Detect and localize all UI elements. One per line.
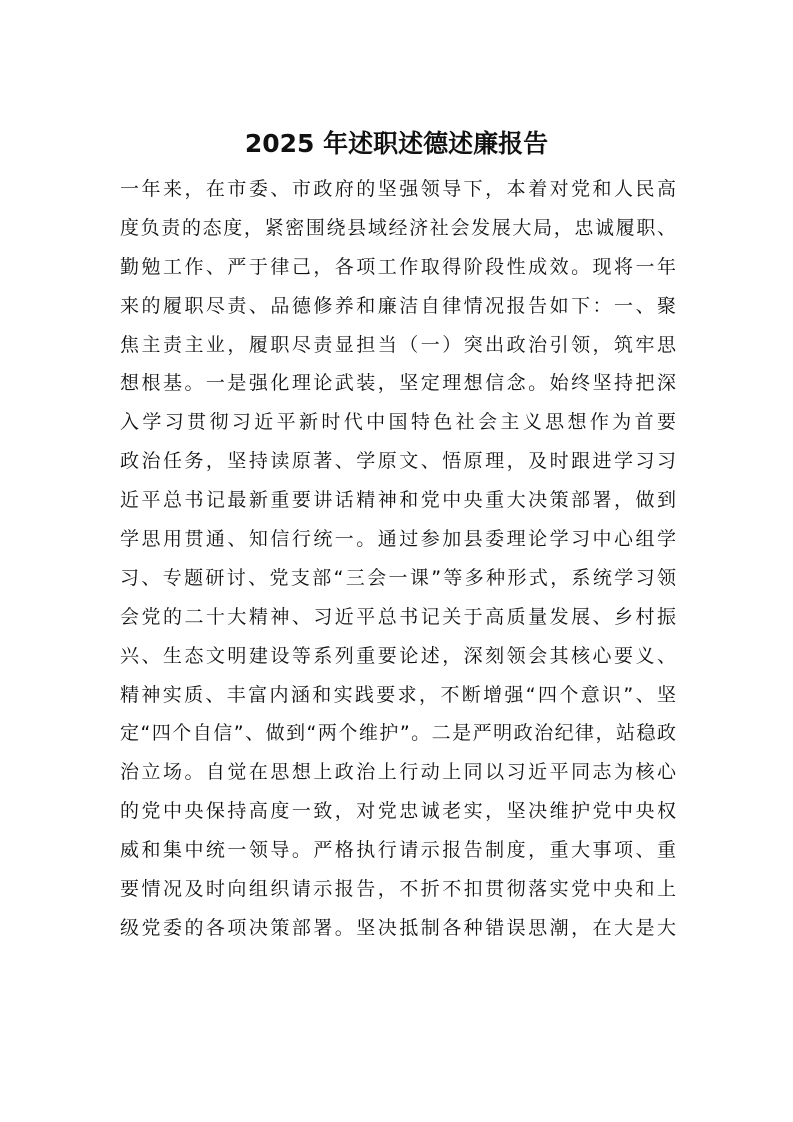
body-line: 度负责的态度，紧密围绕县域经济社会发展大局，忠诚履职、	[120, 216, 676, 239]
body-line: 来的履职尽责、品德修养和廉洁自律情况报告如下：一、聚	[120, 294, 676, 317]
body-line: 威和集中统一领导。严格执行请示报告制度，重大事项、重	[120, 839, 676, 862]
body-line: 学思用贯通、知信行统一。通过参加县委理论学习中心组学	[120, 528, 676, 551]
body-line: 级党委的各项决策部署。坚决抵制各种错误思潮，在大是大	[120, 916, 676, 939]
body-line: 一年来，在市委、市政府的坚强领导下，本着对党和人民高	[120, 178, 676, 200]
body-line: 勤勉工作、严于律己，各项工作取得阶段性成效。现将一年	[120, 255, 676, 278]
body-line: 焦主责主业，履职尽责显担当（一）突出政治引领，筑牢思	[120, 333, 676, 356]
body-line: 想根基。一是强化理论武装，坚定理想信念。始终坚持把深	[120, 372, 676, 395]
body-line: 要情况及时向组织请示报告，不折不扣贯彻落实党中央和上	[120, 878, 676, 901]
body-line: 入学习贯彻习近平新时代中国特色社会主义思想作为首要	[120, 411, 676, 434]
body-line: 近平总书记最新重要讲话精神和党中央重大决策部署，做到	[120, 489, 676, 512]
body-line: 的党中央保持高度一致，对党忠诚老实，坚决维护党中央权	[120, 800, 676, 823]
body-line: 会党的二十大精神、习近平总书记关于高质量发展、乡村振	[120, 605, 676, 628]
body-line: 政治任务，坚持读原著、学原文、悟原理，及时跟进学习习	[120, 450, 676, 473]
body-line: 习、专题研讨、党支部“三会一课”等多种形式，系统学习领	[120, 566, 676, 589]
document-title: 2025 年述职述德述廉报告	[244, 129, 549, 158]
body-line: 兴、生态文明建设等系列重要论述，深刻领会其核心要义、	[120, 644, 676, 667]
body-line: 定“四个自信”、做到“两个维护”。二是严明政治纪律，站稳政	[120, 722, 676, 745]
body-line: 治立场。自觉在思想上政治上行动上同以习近平同志为核心	[120, 761, 676, 784]
document-body	[120, 170, 676, 948]
body-line: 精神实质、丰富内涵和实践要求，不断增强“四个意识”、坚	[120, 683, 676, 706]
